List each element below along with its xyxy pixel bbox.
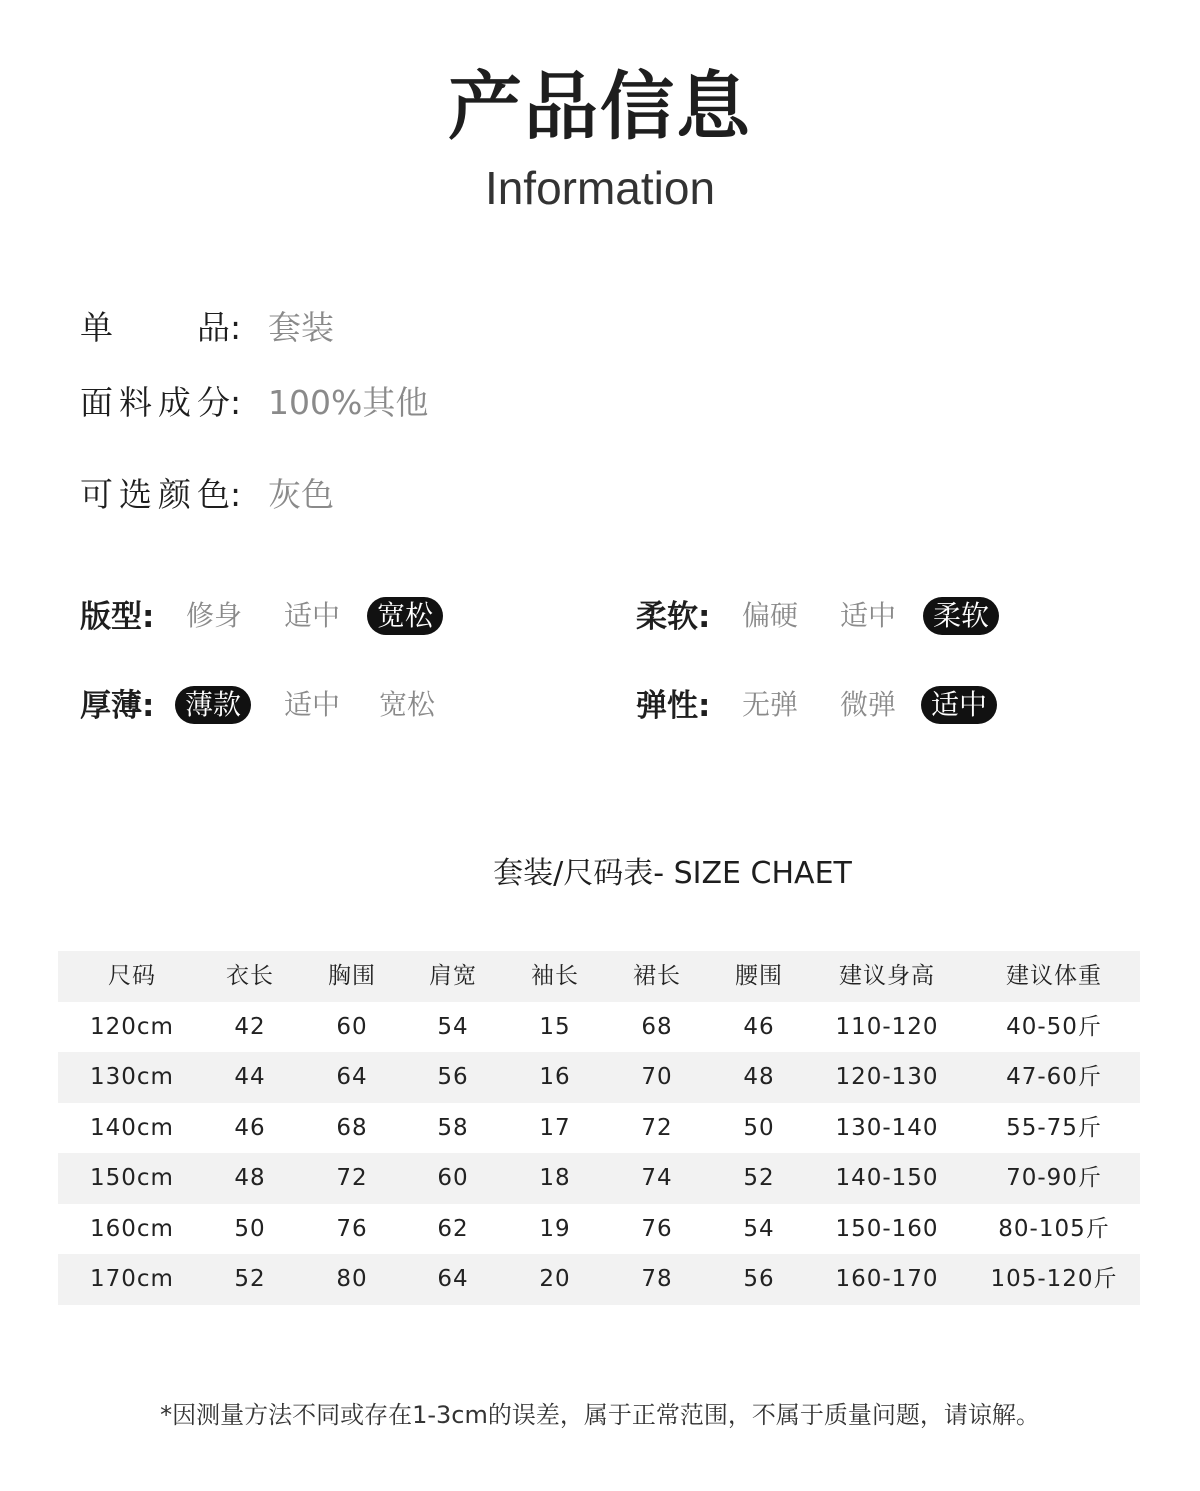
- table-cell: 74: [641, 1165, 673, 1191]
- elasticity-option-medium-selected: 适中: [921, 686, 997, 724]
- table-cell: 48: [234, 1165, 266, 1191]
- info-value-fabric: 100%其他: [268, 383, 429, 422]
- page-title: 产品信息: [448, 64, 752, 150]
- info-label-color: 可选颜色: [80, 475, 230, 514]
- attribute-elasticity-label: 弹性:: [636, 688, 711, 724]
- table-cell: 110-120: [835, 1013, 939, 1040]
- table-cell: 68: [336, 1114, 368, 1141]
- table-cell: 42: [234, 1013, 266, 1040]
- attribute-thickness-label: 厚薄:: [80, 688, 155, 724]
- attribute-elasticity: [636, 683, 1056, 729]
- table-cell: 19: [539, 1215, 571, 1242]
- table-cell: 46: [743, 1013, 775, 1040]
- table-cell: 150cm: [90, 1165, 174, 1191]
- table-cell: 70-90斤: [1006, 1165, 1102, 1191]
- table-header-cell: 腰围: [735, 963, 783, 989]
- table-cell: 64: [336, 1064, 368, 1090]
- attribute-softness: [636, 594, 1056, 640]
- table-row: [58, 1153, 1140, 1204]
- table-cell: 76: [336, 1215, 368, 1242]
- elasticity-option-none: 无弹: [742, 688, 799, 721]
- table-cell: 80: [336, 1266, 368, 1292]
- table-header-cell: 建议体重: [1006, 963, 1102, 989]
- table-cell: 170cm: [90, 1266, 174, 1292]
- table-cell: 72: [336, 1165, 368, 1191]
- table-header-cell: 衣长: [226, 963, 274, 989]
- thickness-option-loose: 宽松: [379, 688, 436, 721]
- size-table: [58, 951, 1140, 1305]
- attribute-thickness: [80, 683, 500, 729]
- table-cell: 105-120斤: [990, 1266, 1118, 1292]
- thickness-option-thin-selected: 薄款: [175, 686, 251, 724]
- table-row: [58, 1254, 1140, 1305]
- elasticity-option-slight: 微弹: [840, 688, 897, 721]
- table-row: [58, 1204, 1140, 1255]
- info-colon: :: [230, 475, 242, 514]
- table-cell: 54: [743, 1215, 775, 1242]
- thickness-option-medium: 适中: [284, 688, 341, 721]
- table-cell: 78: [641, 1266, 673, 1292]
- table-cell: 47-60斤: [1006, 1064, 1102, 1090]
- table-row: [58, 1002, 1140, 1053]
- fit-option-slim: 修身: [186, 599, 243, 632]
- attribute-fit: [80, 594, 500, 640]
- table-cell: 68: [641, 1013, 673, 1040]
- table-cell: 130cm: [90, 1064, 174, 1090]
- table-row: [58, 1103, 1140, 1154]
- table-cell: 60: [437, 1165, 469, 1191]
- table-cell: 56: [437, 1064, 469, 1090]
- table-cell: 140cm: [90, 1114, 174, 1141]
- table-cell: 50: [743, 1114, 775, 1141]
- table-row: [58, 1052, 1140, 1103]
- table-header-cell: 建议身高: [839, 963, 935, 989]
- table-cell: 70: [641, 1064, 673, 1090]
- table-cell: 56: [743, 1266, 775, 1292]
- table-cell: 58: [437, 1114, 469, 1141]
- table-cell: 50: [234, 1215, 266, 1242]
- table-cell: 40-50斤: [1006, 1013, 1102, 1040]
- table-cell: 72: [641, 1114, 673, 1141]
- table-cell: 54: [437, 1013, 469, 1040]
- page-subtitle: Information: [484, 162, 716, 214]
- table-cell: 76: [641, 1215, 673, 1242]
- table-header-cell: 胸围: [328, 963, 376, 989]
- table-cell: 52: [234, 1266, 266, 1292]
- table-header-cell: 裙长: [633, 963, 681, 989]
- table-cell: 80-105斤: [998, 1215, 1110, 1242]
- footnote: *因测量方法不同或存在1-3cm的误差，属于正常范围，不属于质量问题，请谅解。: [160, 1401, 1040, 1429]
- info-label-item: 单品: [80, 308, 230, 347]
- table-cell: 20: [539, 1266, 571, 1292]
- table-cell: 18: [539, 1165, 571, 1191]
- table-cell: 140-150: [835, 1165, 939, 1191]
- size-chart-title: 套装/尺码表- SIZE CHAET: [493, 856, 852, 891]
- attribute-softness-label: 柔软:: [636, 599, 711, 635]
- table-header-cell: 肩宽: [429, 963, 477, 989]
- table-cell: 160cm: [90, 1215, 174, 1242]
- fit-option-loose-selected: 宽松: [367, 597, 443, 635]
- info-value-color: 灰色: [268, 475, 334, 514]
- attribute-fit-label: 版型:: [80, 599, 155, 635]
- table-header-cell: 尺码: [108, 963, 156, 989]
- table-cell: 150-160: [835, 1215, 939, 1242]
- table-cell: 64: [437, 1266, 469, 1292]
- table-cell: 120cm: [90, 1013, 174, 1040]
- table-cell: 60: [336, 1013, 368, 1040]
- table-cell: 52: [743, 1165, 775, 1191]
- info-label-fabric: 面料成分: [80, 383, 230, 422]
- table-header-row: [58, 951, 1140, 1002]
- table-cell: 15: [539, 1013, 571, 1040]
- table-header-cell: 袖长: [531, 963, 579, 989]
- table-cell: 62: [437, 1215, 469, 1242]
- table-cell: 16: [539, 1064, 571, 1090]
- table-cell: 160-170: [835, 1266, 939, 1292]
- table-cell: 46: [234, 1114, 266, 1141]
- info-value-item: 套装: [268, 308, 334, 347]
- table-cell: 55-75斤: [1006, 1114, 1102, 1141]
- fit-option-medium: 适中: [284, 599, 341, 632]
- softness-option-medium: 适中: [840, 599, 897, 632]
- softness-option-hard: 偏硬: [742, 599, 799, 632]
- info-colon: :: [230, 383, 242, 422]
- table-cell: 17: [539, 1114, 571, 1141]
- table-cell: 130-140: [835, 1114, 939, 1141]
- table-cell: 120-130: [835, 1064, 939, 1090]
- info-colon: :: [230, 308, 242, 347]
- table-cell: 44: [234, 1064, 266, 1090]
- softness-option-soft-selected: 柔软: [923, 597, 999, 635]
- table-cell: 48: [743, 1064, 775, 1090]
